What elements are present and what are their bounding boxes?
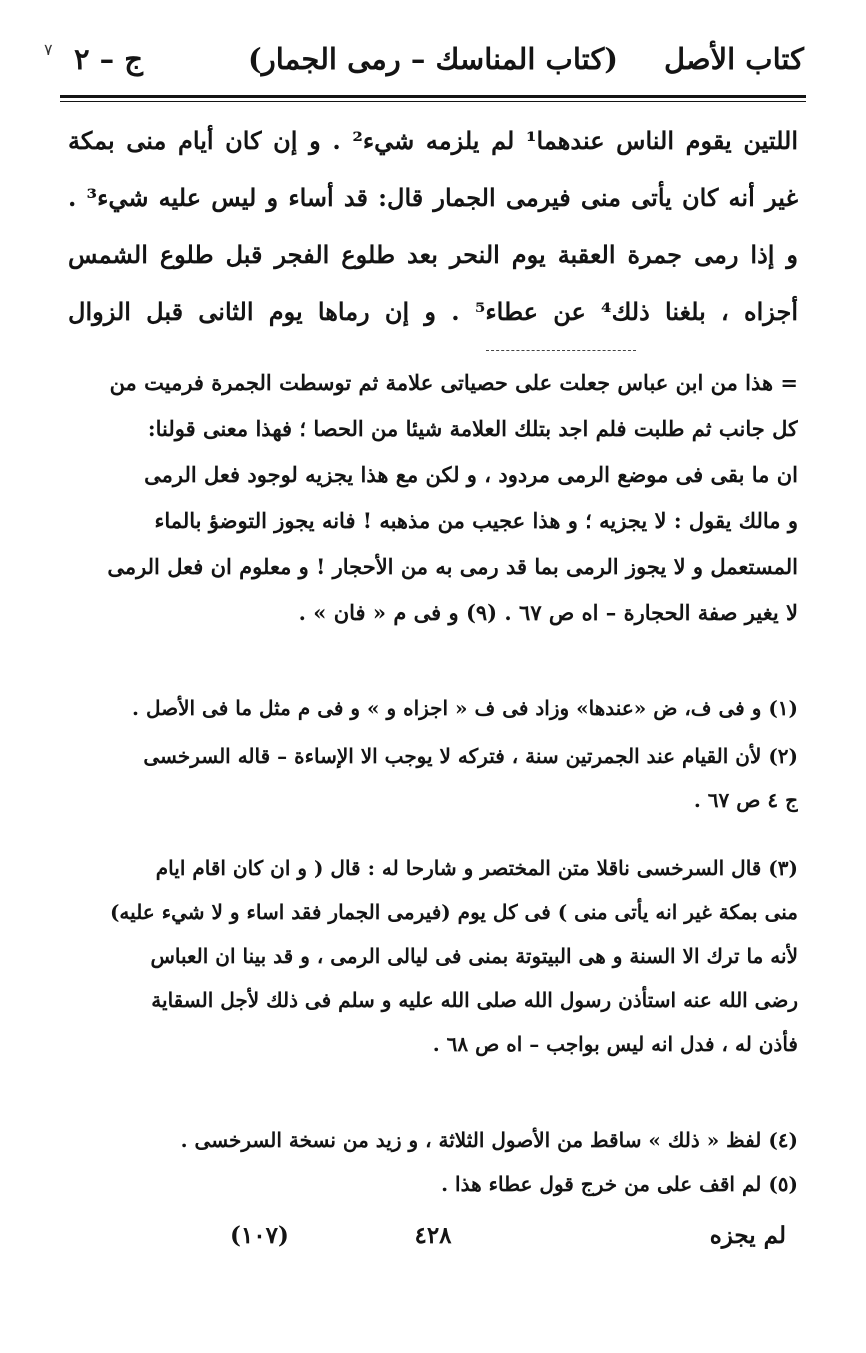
footnote-line: (٢) لأن القيام عند الجمرتين سنة ، فتركه لا يوجب الا الإساءة – قاله السرخسى	[143, 744, 798, 768]
footnote-line: رضى الله عنه استأذن رسول الله صلى الله عليه و سلم فى ذلك لأجل السقاية	[151, 988, 798, 1012]
footnote-5	[68, 1162, 798, 1206]
footnote-3	[68, 846, 798, 1066]
footnote-2	[68, 734, 798, 822]
footnote-1	[68, 686, 798, 730]
commentary-line: = هذا من ابن عباس جعلت على حصياتى علامة ثم توسطت الجمرة فرميت من	[109, 370, 798, 395]
footnote-line: (٥) لم اقف على من خرج قول عطاء هذا .	[441, 1172, 798, 1196]
page-footer	[80, 1222, 786, 1262]
signature-mark: (١٠٧)	[230, 1222, 289, 1249]
page-number: ٤٢٨	[414, 1222, 452, 1249]
header-rule-thin	[60, 101, 806, 102]
footnote-line: (٣) قال السرخسى ناقلا متن المختصر و شارحا له : قال ( و ان كان اقام ايام	[155, 856, 798, 880]
corner-mark: ٧	[44, 40, 53, 59]
footnote-4	[68, 1118, 798, 1162]
main-text-line: غير أنه كان يأتى منى فيرمى الجمار قال: قد أساء و ليس عليه شيء³ .	[68, 183, 798, 212]
main-text-line: اللتين يقوم الناس عندهما¹ لم يلزمه شيء² . و إن كان أيام منى بمكة	[68, 126, 798, 155]
footnote-line: منى بمكة غير انه يأتى منى ) فى كل يوم (فيرمى الجمار فقد اساء و لا شيء عليه)	[109, 900, 798, 924]
commentary-line: ان ما بقى فى موضع الرمى مردود ، و لكن مع هذا يجزيه لوجود فعل الرمى	[144, 462, 798, 487]
commentary-line: لا يغير صفة الحجارة – اه ص ٦٧ . (٩) و فى م « فان » .	[298, 600, 798, 625]
footnote-line: ج ٤ ص ٦٧ .	[693, 788, 798, 812]
header-rule-thick	[60, 95, 806, 98]
commentary-text	[68, 360, 798, 636]
commentary-line: و مالك يقول : لا يجزيه ؛ و هذا عجيب من مذهبه ! فانه يجوز التوضؤ بالماء	[154, 508, 798, 533]
text-separator	[486, 350, 636, 351]
catchword: لم يجزه	[709, 1222, 786, 1249]
footnote-line: (١) و فى ف، ض «عندها» وزاد فى ف « اجزاه و » و فى م مثل ما فى الأصل .	[132, 696, 798, 720]
volume-label: ج – ٢	[74, 42, 143, 76]
commentary-line: كل جانب ثم طلبت فلم اجد بتلك العلامة شيئا من الحصا ؛ فهذا معنى قولنا:	[147, 416, 798, 441]
section-title: (كتاب المناسك – رمى الجمار)	[248, 42, 618, 76]
book-title: كتاب الأصل	[664, 42, 804, 76]
footnote-line: فأذن له ، فدل انه ليس بواجب – اه ص ٦٨ .	[432, 1032, 798, 1056]
main-text	[68, 112, 798, 340]
main-text-line: و إذا رمى جمرة العقبة يوم النحر بعد طلوع الفجر قبل طلوع الشمس	[68, 240, 798, 269]
main-text-line: أجزاه ، بلغنا ذلك⁴ عن عطاء⁵ . و إن رماها يوم الثانى قبل الزوال	[68, 297, 798, 326]
footnote-line: (٤) لفظ « ذلك » ساقط من الأصول الثلاثة ، و زيد من نسخة السرخسى .	[180, 1128, 798, 1152]
running-header	[62, 38, 804, 88]
commentary-line: المستعمل و لا يجوز الرمى بما قد رمى به من الأحجار ! و معلوم ان فعل الرمى	[107, 554, 798, 579]
footnote-line: لأنه ما ترك الا السنة و هى البيتوتة بمنى فى ليالى الرمى ، و قد بينا ان العباس	[150, 944, 798, 968]
